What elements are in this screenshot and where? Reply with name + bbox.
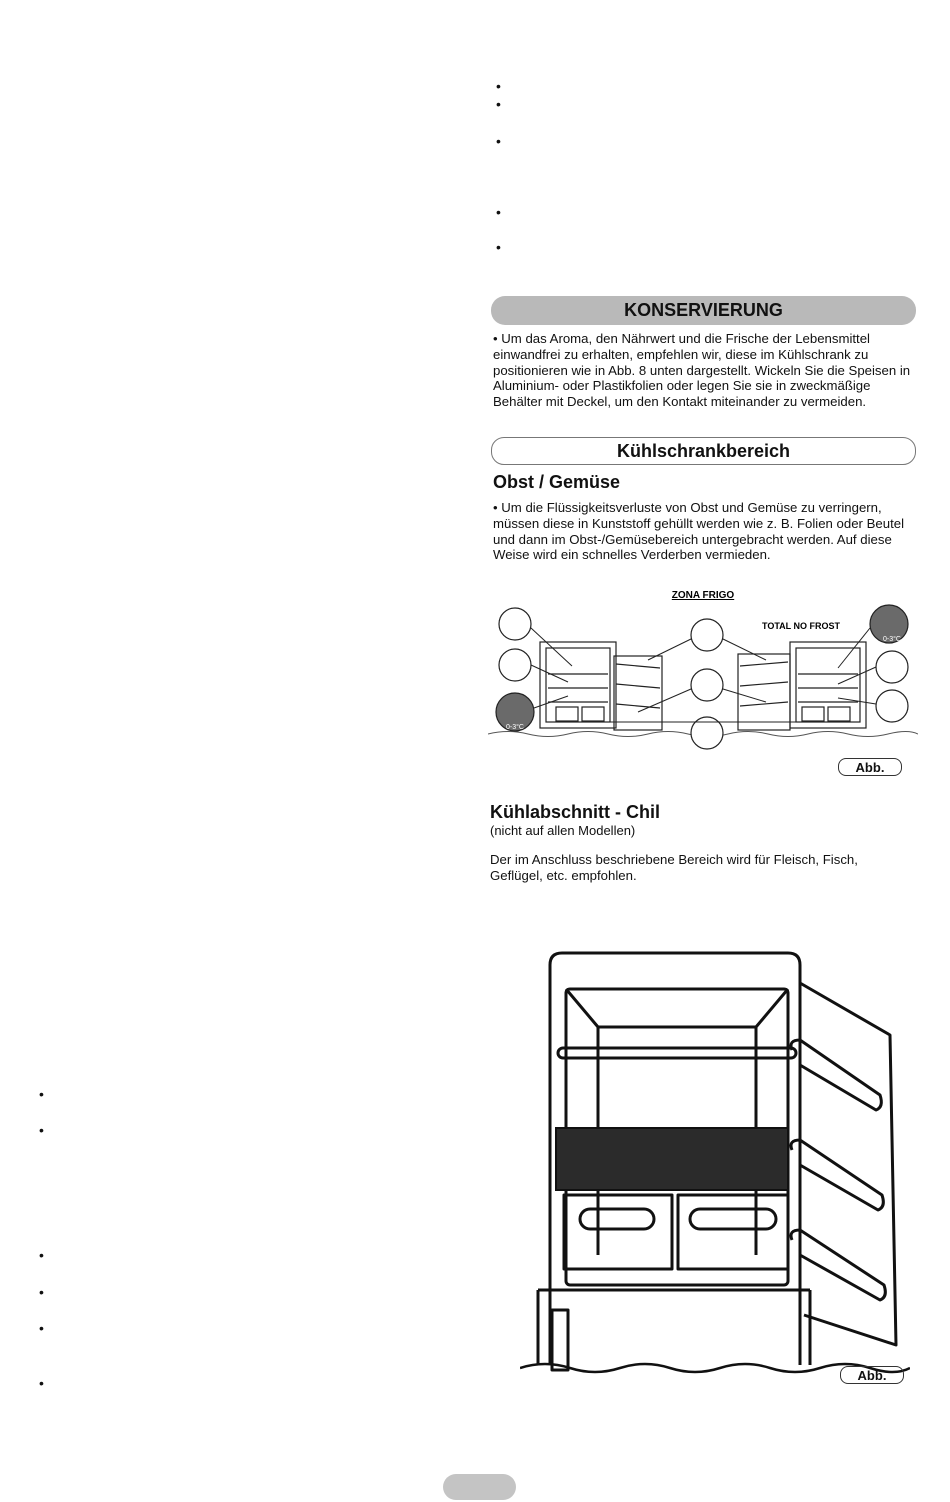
leftovers-icon-center xyxy=(691,619,723,651)
fridge-zones-figure xyxy=(488,584,918,754)
bullet-right-3: • xyxy=(496,133,501,149)
bullet-left-3: • xyxy=(39,1247,44,1263)
dairy-icon-left xyxy=(499,608,531,640)
bullet-right-1: • xyxy=(496,78,501,94)
drawer-left-handle xyxy=(580,1209,654,1229)
chill-zone-panel xyxy=(556,1128,788,1190)
bottles-icon-center xyxy=(691,669,723,701)
figure-heading: ZONA FRIGO xyxy=(671,590,735,601)
door-shelf-2 xyxy=(791,1140,883,1210)
drawer-right xyxy=(678,1195,788,1269)
bullet-left-5: • xyxy=(39,1320,44,1336)
figure8-caption: Abb. xyxy=(838,758,902,776)
shelf-rod xyxy=(558,1048,796,1058)
temp-label-right: 0-3°C xyxy=(883,636,901,643)
door-outline xyxy=(800,983,896,1345)
konservierung-paragraph: • Um das Aroma, den Nährwert und die Frische der Lebensmittel einwandfrei zu erhalten, empfehlen wir, diese im Kühlschrank zu positionieren wie in Abb. 8 unten dargestellt. Wickeln Sie die Speisen in Aluminium- oder Plastikfolien oder legen Sie sie in zweckmäßige Behälter mit Deckel, um den Kontakt miteinander zu vermeiden. xyxy=(493,331,911,410)
bullet-left-4: • xyxy=(39,1284,44,1300)
bullet-right-5: • xyxy=(496,239,501,255)
subheading-chil: Kühlabschnitt - Chil xyxy=(490,802,660,822)
chil-paragraph: Der im Anschluss beschriebene Bereich wird für Fleisch, Fisch, Geflügel, etc. empfohlen. xyxy=(490,852,858,883)
meat-icon-right xyxy=(876,651,908,683)
drawer-left xyxy=(564,1195,672,1269)
left-fridge-drawing xyxy=(540,642,662,730)
page-number-badge xyxy=(443,1474,516,1500)
temp-label-left: 0-3°C xyxy=(506,724,524,731)
base-foot xyxy=(552,1310,568,1370)
section-banner-konservierung: KONSERVIERUNG xyxy=(491,296,916,325)
bullet-right-4: • xyxy=(496,204,501,220)
chil-note: (nicht auf allen Modellen) xyxy=(490,823,636,838)
chill-zone-fridge-figure xyxy=(520,945,910,1385)
subheading-obst-gemuese: Obst / Gemüse xyxy=(493,472,621,492)
meat-icon-left xyxy=(499,649,531,681)
bullet-left-6: • xyxy=(39,1375,44,1391)
figure-label-total-no-frost: TOTAL NO FROST xyxy=(762,621,840,631)
inner-back-right xyxy=(756,989,788,1255)
section-banner-kuehlschrank: Kühlschrankbereich xyxy=(491,437,916,465)
obst-gemuese-paragraph: • Um die Flüssigkeitsverluste von Obst und Gemüse zu verringern, müssen diese in Kunststoff gehüllt werden wie z. B. Folien oder Beutel und dann im Obst-/Gemüsebereich untergebracht werden. Auf diese Weise wird ein schnelles Verderben vermieden. xyxy=(493,500,904,563)
bullet-left-2: • xyxy=(39,1122,44,1138)
drawer-right-handle xyxy=(690,1209,776,1229)
bullet-left-1: • xyxy=(39,1086,44,1102)
door-shelf-1 xyxy=(791,1040,881,1110)
bullet-right-2: • xyxy=(496,96,501,112)
dairy-icon-right xyxy=(876,690,908,722)
figure9-caption: Abb. xyxy=(840,1366,904,1384)
